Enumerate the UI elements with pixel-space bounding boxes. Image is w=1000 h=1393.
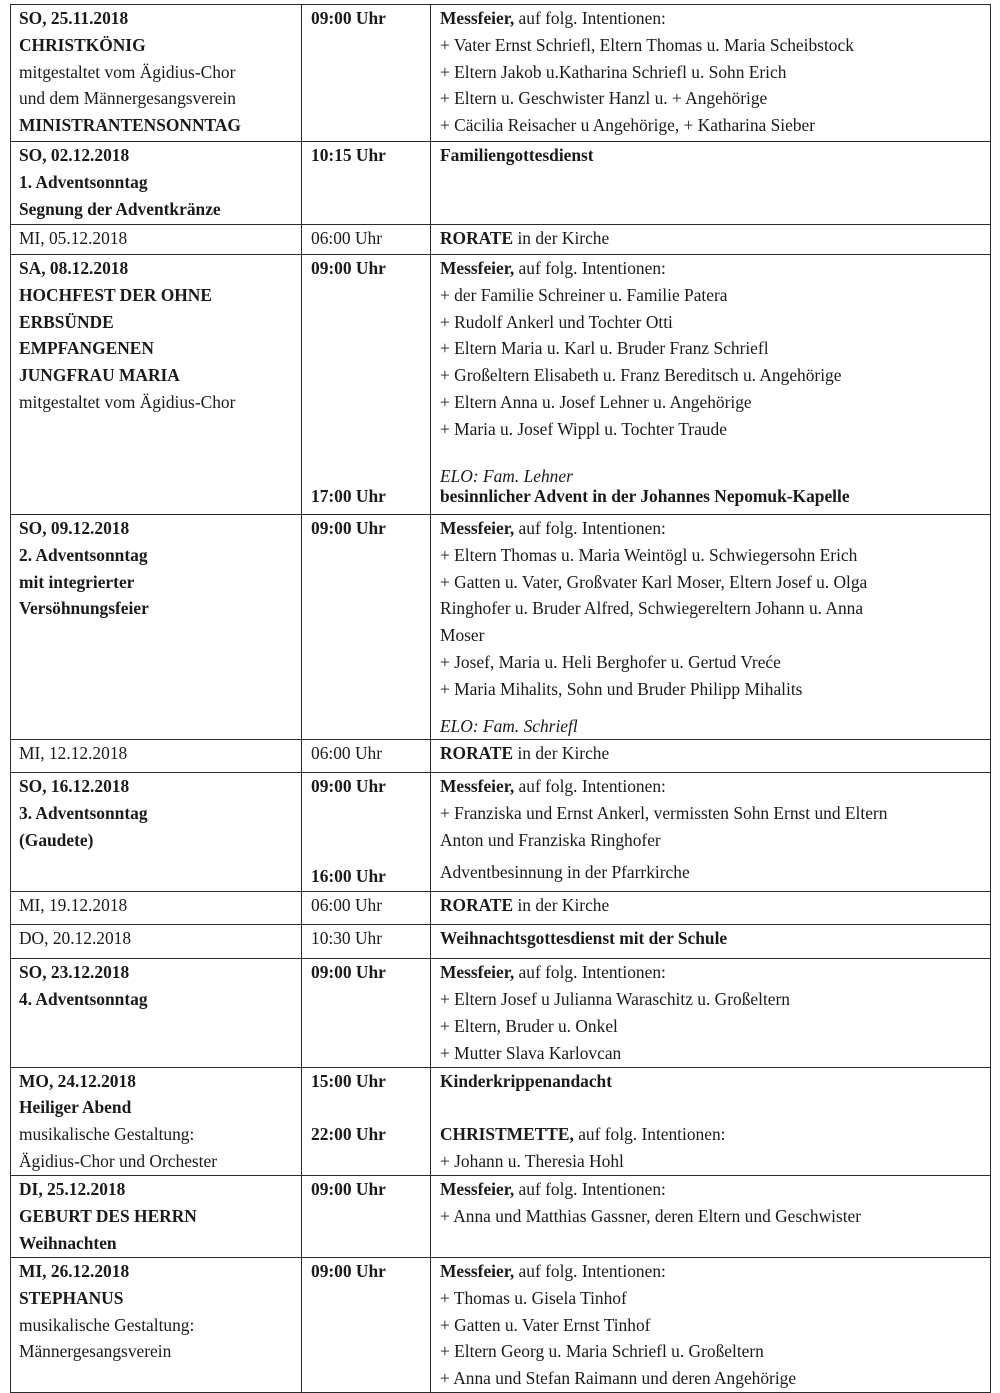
time: 10:15 Uhr <box>311 145 386 165</box>
table-row <box>11 1175 991 1257</box>
note: Männergesangsverein <box>19 1341 172 1362</box>
intention: + Eltern, Bruder u. Onkel <box>440 1015 618 1036</box>
note: musikalische Gestaltung: <box>19 1314 195 1335</box>
event-heading-bold: Messfeier, <box>440 1260 515 1281</box>
event-heading-rest: auf folg. Intentionen: <box>514 1260 666 1281</box>
event-cell <box>431 1257 991 1392</box>
elo-note: ELO: Fam. Schriefl <box>440 715 578 736</box>
intention: Moser <box>440 625 485 646</box>
event-second: besinnlicher Advent in der Johannes Nepomuk-Kapelle <box>440 486 850 507</box>
date-cell <box>11 773 302 892</box>
date: SO, 09.12.2018 <box>19 518 130 538</box>
event-cell <box>431 142 991 225</box>
event-heading-rest: auf folg. Intentionen: <box>514 962 666 983</box>
time-cell <box>302 142 431 225</box>
date: MI, 26.12.2018 <box>19 1260 130 1281</box>
elo-note: ELO: Fam. Lehner <box>440 465 573 486</box>
intention: + Franziska und Ernst Ankerl, vermissten Sohn Ernst und Eltern <box>440 803 888 824</box>
date-cell <box>11 142 302 225</box>
event <box>440 225 984 252</box>
date: DI, 25.12.2018 <box>19 1178 126 1199</box>
table-row <box>11 925 991 959</box>
date: MI, 05.12.2018 <box>19 228 128 248</box>
feast-title: Weihnachten <box>19 1232 117 1253</box>
date: MO, 24.12.2018 <box>19 1070 136 1091</box>
date: SA, 08.12.2018 <box>19 258 129 278</box>
event-rest: in der Kirche <box>513 743 610 764</box>
intention: + Anna und Stefan Raimann und deren Angehörige <box>440 1368 797 1389</box>
table-row <box>11 773 991 892</box>
intention: + Vater Ernst Schriefl, Eltern Thomas u. Maria Scheibstock <box>440 34 854 55</box>
note: Ägidius-Chor und Orchester <box>19 1150 218 1171</box>
event-heading-bold: Messfeier, <box>440 258 515 278</box>
intention: + Eltern Maria u. Karl u. Bruder Franz Schriefl <box>440 338 769 359</box>
event: Kinderkrippenandacht <box>440 1070 613 1091</box>
event-heading <box>440 5 984 32</box>
time: 09:00 Uhr <box>311 1260 386 1281</box>
time-cell <box>302 959 431 1067</box>
date-cell <box>11 925 302 959</box>
date: SO, 23.12.2018 <box>19 962 130 983</box>
table-row <box>11 515 991 740</box>
event-heading-rest: auf folg. Intentionen: <box>514 8 666 28</box>
time-cell <box>302 225 431 255</box>
intention: + Großeltern Elisabeth u. Franz Bereditsch u. Angehörige <box>440 365 842 386</box>
time-cell <box>302 925 431 959</box>
feast-title: HOCHFEST DER OHNE <box>19 284 212 305</box>
feast-subtitle: Segnung der Adventkränze <box>19 198 221 219</box>
event-heading <box>440 1258 984 1285</box>
time-second: 16:00 Uhr <box>311 865 386 886</box>
event-heading-rest: auf folg. Intentionen: <box>573 1124 726 1145</box>
time-cell <box>302 255 431 515</box>
intention: + Maria Mihalits, Sohn und Bruder Philipp Mihalits <box>440 678 803 699</box>
time: 09:00 Uhr <box>311 1178 386 1199</box>
table-row <box>11 1067 991 1175</box>
time: 09:00 Uhr <box>311 8 386 28</box>
event-heading-rest: auf folg. Intentionen: <box>514 776 666 797</box>
date-cell <box>11 740 302 773</box>
event-cell <box>431 515 991 740</box>
date-cell <box>11 1175 302 1257</box>
intention: + Maria u. Josef Wippl u. Tochter Traude <box>440 418 727 439</box>
event-heading-bold: Messfeier, <box>440 776 515 797</box>
feast-title: 2. Adventsonntag <box>19 544 148 565</box>
intention: + der Familie Schreiner u. Familie Patera <box>440 284 728 305</box>
event-cell <box>431 1175 991 1257</box>
event-heading-bold: Messfeier, <box>440 962 515 983</box>
event-heading <box>440 1121 984 1148</box>
feast-title: 1. Adventsonntag <box>19 171 148 192</box>
feast-title: EMPFANGENEN <box>19 338 154 359</box>
time: 09:00 Uhr <box>311 518 386 538</box>
feast-title: GEBURT DES HERRN <box>19 1205 197 1226</box>
event <box>440 892 984 919</box>
date: MI, 19.12.2018 <box>19 895 128 916</box>
event-heading <box>440 959 984 986</box>
intention: + Eltern u. Geschwister Hanzl u. + Angehörige <box>440 88 768 109</box>
time: 09:00 Uhr <box>311 962 386 983</box>
event-heading-bold: CHRISTMETTE, <box>440 1124 574 1145</box>
time-second: 17:00 Uhr <box>311 486 386 507</box>
event-cell <box>431 5 991 142</box>
intention: + Josef, Maria u. Heli Berghofer u. Gertud Vreće <box>440 651 781 672</box>
feast-title: (Gaudete) <box>19 829 94 850</box>
note: mitgestaltet vom Ägidius-Chor <box>19 391 236 412</box>
time: 06:00 Uhr <box>311 228 383 248</box>
event-heading-bold: Messfeier, <box>440 518 515 538</box>
date-cell <box>11 959 302 1067</box>
time: 09:00 Uhr <box>311 776 386 797</box>
table-row <box>11 255 991 515</box>
note: mitgestaltet vom Ägidius-Chor <box>19 61 236 82</box>
table-row <box>11 142 991 225</box>
intention: + Eltern Anna u. Josef Lehner u. Angehörige <box>440 391 752 412</box>
table-row <box>11 892 991 925</box>
note: MINISTRANTENSONNTAG <box>19 115 241 136</box>
event: Familiengottesdienst <box>440 145 594 165</box>
table-row <box>11 740 991 773</box>
intention: + Gatten u. Vater, Großvater Karl Moser, Eltern Josef u. Olga <box>440 571 868 592</box>
event-cell <box>431 1067 991 1175</box>
event-second: Adventbesinnung in der Pfarrkirche <box>440 861 690 882</box>
date-cell <box>11 5 302 142</box>
event-cell <box>431 959 991 1067</box>
feast-title: ERBSÜNDE <box>19 311 114 332</box>
time-cell <box>302 515 431 740</box>
event-heading-bold: Messfeier, <box>440 8 515 28</box>
intention: Anton und Franziska Ringhofer <box>440 829 661 850</box>
date: SO, 25.11.2018 <box>19 8 129 28</box>
intention: + Cäcilia Reisacher u Angehörige, + Katharina Sieber <box>440 115 816 136</box>
time: 15:00 Uhr <box>311 1070 386 1091</box>
date: SO, 02.12.2018 <box>19 145 130 165</box>
intention: + Eltern Josef u Julianna Waraschitz u. Großeltern <box>440 989 790 1010</box>
feast-title: 3. Adventsonntag <box>19 803 148 824</box>
schedule-table <box>10 4 991 1393</box>
intention: + Anna und Matthias Gassner, deren Eltern und Geschwister <box>440 1205 862 1226</box>
event-heading-rest: auf folg. Intentionen: <box>514 518 666 538</box>
date: SO, 16.12.2018 <box>19 776 130 797</box>
feast-title: Versöhnungsfeier <box>19 598 149 619</box>
date-cell <box>11 1067 302 1175</box>
intention: + Johann u. Theresia Hohl <box>440 1151 624 1172</box>
event-rest: in der Kirche <box>513 895 610 916</box>
event-heading-rest: auf folg. Intentionen: <box>514 1178 666 1199</box>
event-cell <box>431 773 991 892</box>
event-cell <box>431 255 991 515</box>
date-cell <box>11 892 302 925</box>
event-cell <box>431 740 991 773</box>
date-cell <box>11 515 302 740</box>
event-cell <box>431 225 991 255</box>
date: DO, 20.12.2018 <box>19 928 132 949</box>
time-cell <box>302 1067 431 1175</box>
event-bold: RORATE <box>440 228 514 248</box>
time-cell <box>302 740 431 773</box>
feast-title: STEPHANUS <box>19 1287 124 1308</box>
time-cell <box>302 1175 431 1257</box>
date-cell <box>11 225 302 255</box>
event-heading <box>440 773 984 800</box>
event-bold: RORATE <box>440 895 514 916</box>
intention: Ringhofer u. Bruder Alfred, Schwiegereltern Johann u. Anna <box>440 598 864 619</box>
feast-title: 4. Adventsonntag <box>19 989 148 1010</box>
event-heading <box>440 1176 984 1203</box>
feast-title: mit integrierter <box>19 571 135 592</box>
event-heading <box>440 255 984 282</box>
event <box>440 740 984 767</box>
intention: + Eltern Jakob u.Katharina Schriefl u. Sohn Erich <box>440 61 787 82</box>
date-cell <box>11 1257 302 1392</box>
table-row <box>11 959 991 1067</box>
note: und dem Männergesangsverein <box>19 88 237 109</box>
event: Weihnachtsgottesdienst mit der Schule <box>440 928 728 949</box>
event-heading <box>440 515 984 542</box>
time: 06:00 Uhr <box>311 895 383 916</box>
intention: + Rudolf Ankerl und Tochter Otti <box>440 311 673 332</box>
table-row <box>11 225 991 255</box>
event-heading-rest: auf folg. Intentionen: <box>514 258 666 278</box>
event-cell <box>431 892 991 925</box>
time: 06:00 Uhr <box>311 743 383 764</box>
note: musikalische Gestaltung: <box>19 1124 195 1145</box>
event-cell <box>431 925 991 959</box>
table-row <box>11 5 991 142</box>
intention: + Gatten u. Vater Ernst Tinhof <box>440 1314 651 1335</box>
event-rest: in der Kirche <box>513 228 610 248</box>
intention: + Thomas u. Gisela Tinhof <box>440 1287 627 1308</box>
event-heading-bold: Messfeier, <box>440 1178 515 1199</box>
event-bold: RORATE <box>440 743 514 764</box>
time-second: 22:00 Uhr <box>311 1124 386 1145</box>
time-cell <box>302 892 431 925</box>
time-cell <box>302 773 431 892</box>
time-cell <box>302 1257 431 1392</box>
table-row <box>11 1257 991 1392</box>
intention: + Eltern Thomas u. Maria Weintögl u. Schwiegersohn Erich <box>440 544 858 565</box>
time-cell <box>302 5 431 142</box>
feast-title: CHRISTKÖNIG <box>19 34 146 55</box>
feast-title: JUNGFRAU MARIA <box>19 365 180 386</box>
date-cell <box>11 255 302 515</box>
date: MI, 12.12.2018 <box>19 743 128 764</box>
time: 10:30 Uhr <box>311 928 383 949</box>
time: 09:00 Uhr <box>311 258 386 278</box>
feast-title: Heiliger Abend <box>19 1097 132 1118</box>
intention: + Eltern Georg u. Maria Schriefl u. Großeltern <box>440 1341 764 1362</box>
intention: + Mutter Slava Karlovcan <box>440 1042 622 1063</box>
